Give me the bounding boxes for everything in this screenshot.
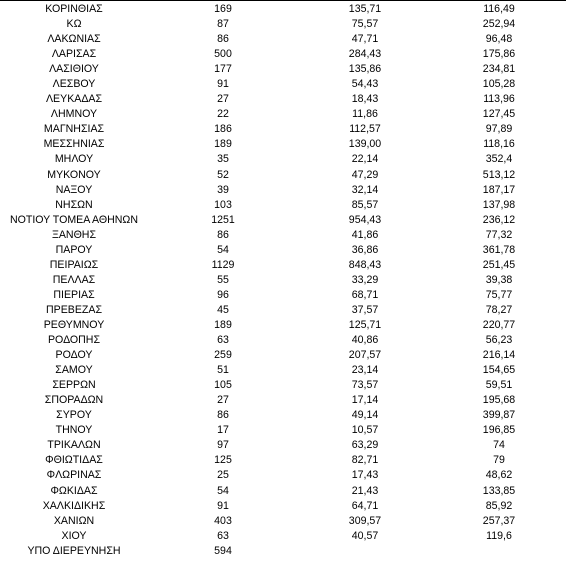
value-c-cell: 187,17 — [482, 183, 516, 196]
region-name-cell: ΣΥΡΟΥ — [56, 409, 92, 422]
value-a-cell: 1129 — [211, 258, 235, 271]
table-row — [0, 47, 566, 62]
value-a-cell: 189 — [214, 138, 232, 151]
region-name-cell: ΛΑΡΙΣΑΣ — [51, 48, 97, 61]
data-table — [0, 2, 566, 559]
value-c-cell: 77,32 — [485, 228, 513, 241]
table-row — [0, 92, 566, 107]
table-row — [0, 243, 566, 258]
table-row — [0, 122, 566, 137]
region-name-cell: ΧΑΛΚΙΔΙΚΗΣ — [42, 499, 106, 512]
table-row — [0, 468, 566, 483]
value-a-cell: 63 — [217, 334, 229, 347]
value-a-cell: 54 — [217, 243, 229, 256]
region-name-cell: ΠΑΡΟΥ — [55, 243, 93, 256]
value-b-cell: 135,71 — [348, 3, 382, 15]
region-name-cell: ΚΟΡΙΝΘΙΑΣ — [45, 3, 103, 15]
region-name-cell: ΛΗΜΝΟΥ — [50, 108, 98, 121]
value-b-cell: 49,14 — [351, 409, 379, 422]
value-a-cell: 86 — [217, 409, 229, 422]
value-b-cell: 54,43 — [351, 78, 379, 91]
value-b-cell: 33,29 — [351, 273, 379, 286]
region-name-cell: ΛΕΥΚΑΔΑΣ — [45, 93, 103, 106]
table-row — [0, 348, 566, 363]
table-row — [0, 514, 566, 529]
value-a-cell: 55 — [217, 273, 229, 286]
value-a-cell: 35 — [217, 153, 229, 166]
table-row — [0, 333, 566, 348]
value-a-cell: 45 — [217, 303, 229, 316]
value-b-cell: 75,57 — [351, 18, 379, 31]
region-name-cell: ΜΕΣΣΗΝΙΑΣ — [43, 138, 105, 151]
value-a-cell: 259 — [214, 349, 232, 362]
value-a-cell: 63 — [217, 529, 229, 542]
value-b-cell: 11,86 — [352, 108, 378, 121]
value-c-cell: 137,98 — [482, 198, 516, 211]
value-a-cell: 91 — [217, 78, 229, 91]
value-c-cell: 48,62 — [485, 469, 513, 482]
region-name-cell: ΡΟΔΟΥ — [55, 349, 93, 362]
value-c-cell: 257,37 — [482, 514, 516, 527]
value-b-cell: 125,71 — [348, 318, 382, 331]
table-row — [0, 363, 566, 378]
table-row — [0, 183, 566, 198]
value-c-cell: 56,23 — [485, 334, 513, 347]
value-c-cell: 127,45 — [482, 108, 516, 121]
value-a-cell: 86 — [217, 228, 229, 241]
value-b-cell: 309,57 — [348, 514, 382, 527]
region-name-cell: ΝΟΤΙΟΥ ΤΟΜΕΑ ΑΘΗΝΩΝ — [9, 213, 139, 226]
value-a-cell: 54 — [217, 484, 229, 497]
table-row — [0, 152, 566, 167]
region-name-cell: ΣΕΡΡΩΝ — [52, 379, 96, 392]
value-b-cell: 17,43 — [351, 469, 379, 482]
region-name-cell: ΦΘΙΩΤΙΔΑΣ — [45, 454, 103, 467]
value-c-cell: 118,16 — [483, 138, 515, 151]
value-b-cell: 21,43 — [351, 484, 379, 497]
value-a-cell: 96 — [217, 288, 229, 301]
value-c-cell: 220,77 — [482, 318, 516, 331]
table-body — [0, 2, 566, 559]
value-c-cell: 216,14 — [482, 349, 516, 362]
value-a-cell: 103 — [214, 198, 232, 211]
value-c-cell: 39,38 — [485, 273, 513, 286]
value-b-cell: 40,57 — [351, 529, 379, 542]
value-a-cell: 51 — [217, 364, 229, 377]
value-b-cell: 85,57 — [351, 198, 379, 211]
table-row — [0, 198, 566, 213]
value-c-cell: 59,51 — [485, 379, 513, 392]
value-a-cell: 189 — [214, 318, 232, 331]
value-c-cell: 251,45 — [482, 258, 516, 271]
value-b-cell: 37,57 — [351, 303, 379, 316]
value-b-cell: 18,43 — [351, 93, 379, 106]
table-row — [0, 213, 566, 228]
value-b-cell — [298, 544, 432, 559]
value-b-cell: 207,57 — [348, 349, 382, 362]
region-name-cell: ΛΑΚΩΝΙΑΣ — [47, 33, 101, 46]
table-row — [0, 393, 566, 408]
value-a-cell: 87 — [217, 18, 229, 31]
table-row — [0, 544, 566, 559]
region-name-cell: ΡΟΔΟΠΗΣ — [47, 334, 101, 347]
value-c-cell: 234,81 — [482, 63, 516, 76]
value-b-cell: 64,71 — [351, 499, 379, 512]
region-name-cell: ΣΑΜΟΥ — [55, 364, 93, 377]
top-rule — [0, 0, 566, 1]
value-c-cell: 196,85 — [482, 424, 516, 437]
table-row — [0, 17, 566, 32]
table-row — [0, 484, 566, 499]
table-row — [0, 529, 566, 544]
value-b-cell: 954,43 — [348, 213, 382, 226]
value-b-cell: 284,43 — [348, 48, 382, 61]
value-c-cell: 399,87 — [482, 409, 516, 422]
region-name-cell: ΤΡΙΚΑΛΩΝ — [47, 439, 101, 452]
table-row — [0, 62, 566, 77]
table-row — [0, 438, 566, 453]
value-b-cell: 47,71 — [351, 33, 379, 46]
region-name-cell: ΜΑΓΝΗΣΙΑΣ — [43, 123, 105, 136]
value-a-cell: 186 — [214, 123, 232, 136]
value-c-cell: 85,92 — [485, 499, 513, 512]
region-name-cell: ΜΗΛΟΥ — [54, 153, 94, 166]
region-name-cell: ΛΑΣΙΘΙΟΥ — [49, 63, 99, 76]
table-row — [0, 499, 566, 514]
table-row — [0, 2, 566, 17]
value-c-cell: 175,86 — [482, 48, 516, 61]
value-c-cell: 154,65 — [482, 364, 516, 377]
value-c-cell: 78,27 — [485, 303, 513, 316]
value-a-cell: 17 — [217, 424, 229, 437]
value-b-cell: 73,57 — [351, 379, 379, 392]
value-c-cell: 96,48 — [485, 33, 513, 46]
region-name-cell: ΠΡΕΒΕΖΑΣ — [46, 303, 102, 316]
region-name-cell: ΝΑΞΟΥ — [55, 183, 93, 196]
value-b-cell: 36,86 — [351, 243, 379, 256]
table-row — [0, 228, 566, 243]
value-b-cell: 47,29 — [351, 168, 379, 181]
value-b-cell: 139,00 — [348, 138, 382, 151]
table-row — [0, 107, 566, 122]
region-name-cell: ΠΕΙΡΑΙΩΣ — [49, 258, 99, 271]
value-a-cell: 27 — [217, 394, 229, 407]
value-b-cell: 63,29 — [351, 439, 379, 452]
region-name-cell: ΞΑΝΘΗΣ — [51, 228, 97, 241]
value-a-cell: 52 — [217, 168, 229, 181]
value-c-cell: 74 — [493, 439, 505, 452]
value-b-cell: 112,57 — [349, 123, 381, 136]
region-name-cell: ΛΕΣΒΟΥ — [52, 78, 96, 91]
value-a-cell: 91 — [217, 499, 229, 512]
value-a-cell: 86 — [217, 33, 229, 46]
table-row — [0, 423, 566, 438]
value-b-cell: 10,57 — [351, 424, 379, 437]
value-b-cell: 40,86 — [351, 334, 379, 347]
value-b-cell: 135,86 — [348, 63, 382, 76]
value-c-cell: 119,6 — [486, 529, 512, 542]
value-c-cell: 352,4 — [485, 153, 513, 166]
region-name-cell: ΣΠΟΡΑΔΩΝ — [44, 394, 104, 407]
value-a-cell: 97 — [217, 439, 229, 452]
value-c-cell: 75,77 — [485, 288, 513, 301]
value-c-cell: 252,94 — [482, 18, 516, 31]
region-name-cell: ΧΙΟΥ — [61, 529, 87, 542]
value-b-cell: 82,71 — [351, 454, 379, 467]
table-row — [0, 288, 566, 303]
table-row — [0, 273, 566, 288]
value-a-cell: 125 — [214, 454, 232, 467]
table-row — [0, 453, 566, 468]
value-b-cell: 23,14 — [351, 364, 379, 377]
table-row — [0, 258, 566, 273]
region-name-cell: ΥΠΟ ΔΙΕΡΕΥΝΗΣΗ — [27, 544, 121, 557]
value-c-cell: 105,28 — [482, 78, 516, 91]
table-row — [0, 303, 566, 318]
value-c-cell: 133,85 — [482, 484, 516, 497]
region-name-cell: ΠΙΕΡΙΑΣ — [53, 288, 95, 301]
region-name-cell: ΧΑΝΙΩΝ — [53, 514, 95, 527]
region-name-cell: ΦΩΚΙΔΑΣ — [50, 484, 98, 497]
region-name-cell: ΝΗΣΩΝ — [55, 198, 93, 211]
table-row — [0, 168, 566, 183]
value-c-cell: 236,12 — [482, 213, 516, 226]
region-name-cell: ΚΩ — [66, 18, 82, 31]
value-a-cell: 169 — [214, 3, 232, 15]
value-a-cell: 27 — [217, 93, 229, 106]
value-b-cell: 32,14 — [351, 183, 379, 196]
region-name-cell: ΦΛΩΡΙΝΑΣ — [46, 469, 102, 482]
value-a-cell: 22 — [217, 108, 229, 121]
table-row — [0, 137, 566, 152]
table-row — [0, 32, 566, 47]
value-a-cell: 1251 — [211, 213, 235, 226]
table-row — [0, 408, 566, 423]
value-c-cell: 116,49 — [483, 3, 515, 15]
value-a-cell: 500 — [214, 48, 232, 61]
value-a-cell: 39 — [217, 183, 229, 196]
region-name-cell: ΤΗΝΟΥ — [55, 424, 93, 437]
value-c-cell: 79 — [493, 454, 505, 467]
value-b-cell: 22,14 — [351, 153, 379, 166]
table-row — [0, 318, 566, 333]
value-a-cell: 403 — [214, 514, 232, 527]
region-name-cell: ΠΕΛΛΑΣ — [52, 273, 96, 286]
value-b-cell: 848,43 — [348, 258, 382, 271]
table-row — [0, 378, 566, 393]
value-c-cell: 97,89 — [485, 123, 513, 136]
value-c-cell: 113,96 — [483, 93, 515, 106]
value-b-cell: 68,71 — [351, 288, 379, 301]
value-a-cell: 177 — [214, 63, 232, 76]
value-c-cell: 513,12 — [482, 168, 516, 181]
region-name-cell: ΡΕΘΥΜΝΟΥ — [43, 318, 105, 331]
value-a-cell: 594 — [214, 544, 232, 557]
value-b-cell: 17,14 — [351, 394, 379, 407]
region-name-cell: ΜΥΚΟΝΟΥ — [47, 168, 101, 181]
value-a-cell: 25 — [217, 469, 229, 482]
value-a-cell: 105 — [214, 379, 232, 392]
table-row — [0, 77, 566, 92]
value-c-cell: 195,68 — [482, 394, 516, 407]
value-b-cell: 41,86 — [351, 228, 379, 241]
value-c-cell: 361,78 — [482, 243, 516, 256]
value-c-cell — [432, 544, 566, 559]
